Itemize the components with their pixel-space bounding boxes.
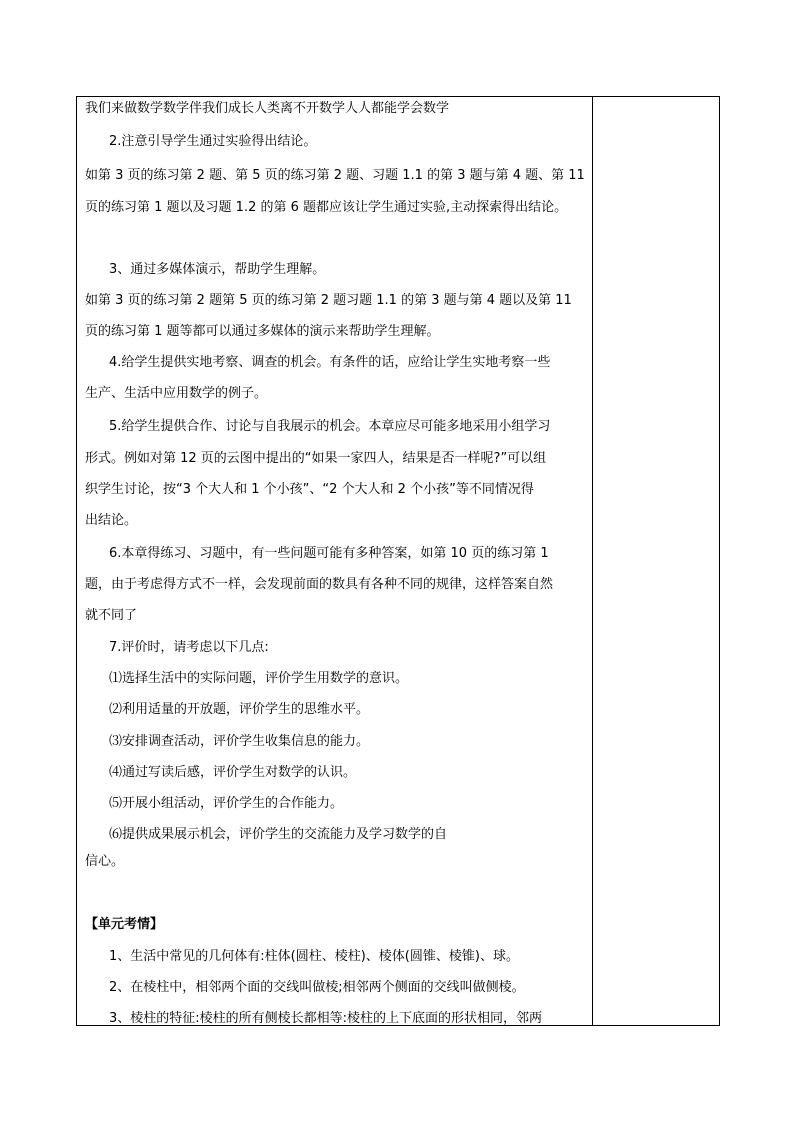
text-line: 5.给学生提供合作、讨论与自我展示的机会。本章应尽可能多地采用小组学习 bbox=[109, 419, 551, 434]
text-line: 4.给学生提供实地考察、调查的机会。有条件的话，应给让学生实地考察一些 bbox=[109, 355, 551, 370]
text-line: 就不同了 bbox=[85, 608, 138, 623]
text-line: 题，由于考虑得方式不一样，会发现前面的数具有各种不同的规律，这样答案自然 bbox=[85, 577, 554, 592]
text-line: 出结论。 bbox=[85, 513, 138, 528]
text-line: 生产、生活中应用数学的例子。 bbox=[85, 386, 268, 401]
notes-cell bbox=[593, 97, 719, 1025]
text-line: ⑶安排调查活动，评价学生收集信息的能力。 bbox=[109, 734, 370, 749]
section-heading: 【单元考情】 bbox=[85, 917, 164, 932]
text-line: 如第 3 页的练习第 2 题、第 5 页的练习第 2 题、习题 1.1 的第 3 题与第 4 题、第 11 bbox=[85, 168, 585, 183]
text-line: 信心。 bbox=[85, 854, 125, 869]
text-line: ⑷通过写读后感，评价学生对数学的认识。 bbox=[109, 765, 357, 780]
lesson-table bbox=[76, 96, 720, 1026]
text-line: 我们来做数学数学伴我们成长人类离不开数学人人都能学会数学 bbox=[85, 101, 450, 116]
text-line: 织学生讨论，按“3 个大人和 1 个小孩”、“2 个大人和 2 个小孩”等不同情况得 bbox=[85, 482, 534, 497]
text-line: ⑵利用适量的开放题，评价学生的思维水平。 bbox=[109, 702, 370, 717]
text-line: 3、棱柱的特征:棱柱的所有侧棱长都相等:棱柱的上下底面的形状相同，邻两 bbox=[109, 1011, 543, 1026]
text-line: 6.本章得练习、习题中，有一些问题可能有多种答案，如第 10 页的练习第 1 bbox=[109, 546, 549, 561]
text-line: 页的练习第 1 题以及习题 1.2 的第 6 题都应该让学生通过实验,主动探索得出结论。 bbox=[85, 200, 568, 215]
text-line: 2.注意引导学生通过实验得出结论。 bbox=[109, 134, 317, 149]
text-line: 形式。例如对第 12 页的云图中提出的“如果一家四人，结果是否一样呢?”可以组 bbox=[85, 451, 547, 466]
text-line: 3、通过多媒体演示，帮助学生理解。 bbox=[109, 262, 326, 277]
text-line: 2、在棱柱中，相邻两个面的交线叫做棱;相邻两个侧面的交线叫做侧棱。 bbox=[109, 980, 525, 995]
text-line: ⑴选择生活中的实际问题，评价学生用数学的意识。 bbox=[109, 671, 409, 686]
text-line: 1、生活中常见的几何体有:柱体(圆柱、棱柱)、棱体(圆锥、棱锥)、球。 bbox=[109, 949, 519, 964]
text-line: 页的练习第 1 题等都可以通过多媒体的演示来帮助学生理解。 bbox=[85, 324, 440, 339]
text-line: 如第 3 页的练习第 2 题第 5 页的练习第 2 题习题 1.1 的第 3 题与第 4 题以及第 11 bbox=[85, 293, 572, 308]
text-line: 7.评价时，请考虑以下几点: bbox=[109, 640, 269, 655]
text-line: ⑸开展小组活动，评价学生的合作能力。 bbox=[109, 796, 344, 811]
text-line: ⑹提供成果展示机会，评价学生的交流能力及学习数学的自 bbox=[109, 827, 448, 842]
